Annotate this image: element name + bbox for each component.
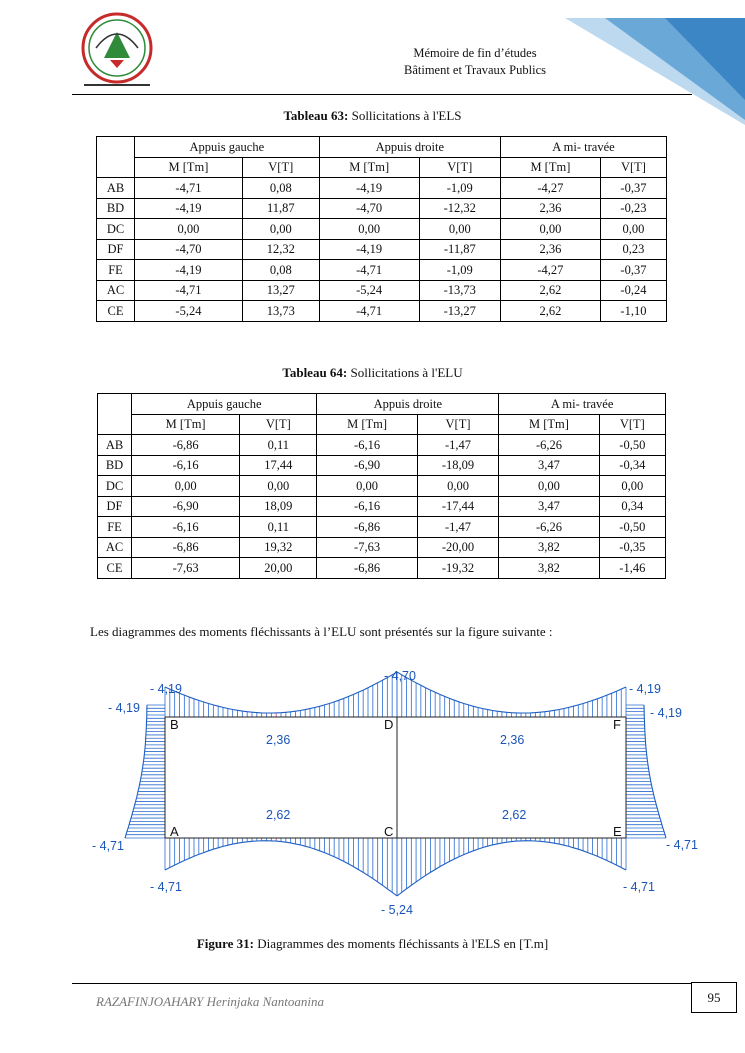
table-cell: -6,26 <box>499 435 599 456</box>
table-cell: 0,00 <box>600 219 666 240</box>
table-cell: 0,00 <box>132 476 240 497</box>
table-cell: AC <box>97 280 135 301</box>
moment-curves <box>125 672 666 896</box>
value-bottom-right-beam: - 4,71 <box>623 880 655 894</box>
value-right-col-top: - 4,19 <box>650 706 682 720</box>
table-64 <box>97 393 666 579</box>
table-subheader: V[T] <box>417 414 499 435</box>
table-cell: 18,09 <box>240 496 317 517</box>
table-cell: -6,90 <box>317 455 417 476</box>
table-cell: -4,19 <box>319 239 419 260</box>
table-cell: -4,19 <box>135 198 243 219</box>
table-cell: -4,19 <box>135 260 243 281</box>
table-cell: -0,50 <box>599 517 665 538</box>
node-label-e: E <box>613 824 622 839</box>
table-cell: -1,46 <box>599 558 665 579</box>
table-cell: -4,27 <box>500 260 600 281</box>
table-cell: AB <box>98 435 132 456</box>
table-subheader-row <box>97 157 667 178</box>
value-top-center: - 4,70 <box>384 669 416 683</box>
figure-caption <box>0 936 745 952</box>
table-subheader: M [Tm] <box>319 157 419 178</box>
table-group-header: Appuis droite <box>317 394 499 415</box>
table-cell: 0,00 <box>419 219 500 240</box>
table-cell: -0,50 <box>599 435 665 456</box>
table-cell: DF <box>97 239 135 260</box>
table-cell: DF <box>98 496 132 517</box>
table-subheader: M [Tm] <box>499 414 599 435</box>
table-cell: -7,63 <box>132 558 240 579</box>
table-group-header: A mi- travée <box>499 394 666 415</box>
table-cell: 0,00 <box>317 476 417 497</box>
table-cell: 3,47 <box>499 496 599 517</box>
body-paragraph: Les diagrammes des moments fléchissants à l’ELU sont présentés sur la figure suivante : <box>90 624 553 639</box>
table-subheader: M [Tm] <box>135 157 243 178</box>
value-bottom-left-beam: - 4,71 <box>150 880 182 894</box>
table-cell: -6,86 <box>317 517 417 538</box>
table-cell: 17,44 <box>240 455 317 476</box>
table-cell: -6,86 <box>132 537 240 558</box>
table-cell: 0,00 <box>135 219 243 240</box>
table-cell: FE <box>98 517 132 538</box>
table-cell: -5,24 <box>135 301 243 322</box>
moment-diagram <box>88 660 708 922</box>
table-cell: BD <box>98 455 132 476</box>
value-bottom-right-mid: 2,62 <box>502 808 527 822</box>
table-cell: -6,16 <box>317 435 417 456</box>
table-row <box>97 219 667 240</box>
page-number: 95 <box>691 982 737 1013</box>
table-cell: 0,23 <box>600 239 666 260</box>
table-cell: 0,00 <box>500 219 600 240</box>
table-cell: -4,71 <box>135 280 243 301</box>
table-cell: 2,36 <box>500 198 600 219</box>
table-row <box>98 496 666 517</box>
table-subheader: M [Tm] <box>132 414 240 435</box>
value-left-col-bottom: - 4,71 <box>92 839 124 853</box>
school-logo <box>76 10 158 92</box>
table-cell: DC <box>98 476 132 497</box>
value-top-left-mid: 2,36 <box>266 733 291 747</box>
table-row <box>98 558 666 579</box>
table-cell: -1,47 <box>417 517 499 538</box>
table-corner-cell <box>97 137 135 178</box>
table-cell: -6,90 <box>132 496 240 517</box>
table-cell: CE <box>98 558 132 579</box>
table-row <box>97 280 667 301</box>
table-cell: 11,87 <box>242 198 319 219</box>
table-cell: 0,00 <box>499 476 599 497</box>
table-row <box>97 301 667 322</box>
table-cell: -4,27 <box>500 178 600 199</box>
table-cell: -4,70 <box>319 198 419 219</box>
table-cell: -4,71 <box>319 260 419 281</box>
table-row <box>97 260 667 281</box>
table-cell: 13,27 <box>242 280 319 301</box>
header-title <box>375 45 575 79</box>
table-cell: -12,32 <box>419 198 500 219</box>
table-cell: 0,08 <box>242 178 319 199</box>
table-cell: -0,35 <box>599 537 665 558</box>
table-row <box>98 476 666 497</box>
table64-caption <box>0 365 745 381</box>
table-subheader: V[T] <box>419 157 500 178</box>
value-bottom-center: - 5,24 <box>381 903 413 917</box>
table-cell: 2,62 <box>500 301 600 322</box>
table63-caption-label: Tableau 63: <box>283 108 349 123</box>
table-cell: -6,86 <box>317 558 417 579</box>
table-cell: -5,24 <box>319 280 419 301</box>
table-cell: 0,11 <box>240 435 317 456</box>
table-cell: -19,32 <box>417 558 499 579</box>
table-cell: 2,62 <box>500 280 600 301</box>
table-cell: -1,09 <box>419 178 500 199</box>
table-group-header: A mi- travée <box>500 137 666 158</box>
node-label-a: A <box>170 824 179 839</box>
table-cell: 3,47 <box>499 455 599 476</box>
table-cell: -6,16 <box>317 496 417 517</box>
table-cell: 0,00 <box>417 476 499 497</box>
table-cell: -0,34 <box>599 455 665 476</box>
table-cell: -20,00 <box>417 537 499 558</box>
table-cell: -4,71 <box>319 301 419 322</box>
table-cell: AC <box>98 537 132 558</box>
value-left-col-top: - 4,19 <box>108 701 140 715</box>
node-label-f: F <box>613 717 621 732</box>
table-row <box>98 435 666 456</box>
table-cell: -1,47 <box>417 435 499 456</box>
table-subheader: V[T] <box>599 414 665 435</box>
table-cell: 3,82 <box>499 558 599 579</box>
table63-caption <box>0 108 745 124</box>
table-header-row <box>97 137 667 158</box>
value-top-left-beam: - 4,19 <box>150 682 182 696</box>
table-cell: 13,73 <box>242 301 319 322</box>
footer-author: RAZAFINJOAHARY Herinjaka Nantoanina <box>96 994 324 1009</box>
table-cell: -13,73 <box>419 280 500 301</box>
table-cell: 0,00 <box>599 476 665 497</box>
node-label-c: C <box>384 824 394 839</box>
table64-caption-label: Tableau 64: <box>282 365 348 380</box>
value-right-col-bottom: - 4,71 <box>666 838 698 852</box>
table-cell: 2,36 <box>500 239 600 260</box>
table-cell: -1,09 <box>419 260 500 281</box>
table-cell: -18,09 <box>417 455 499 476</box>
table-header-row <box>98 394 666 415</box>
frame-outline <box>165 717 626 838</box>
footer-rule <box>72 983 692 984</box>
table-cell: 0,08 <box>242 260 319 281</box>
table-cell: -0,37 <box>600 178 666 199</box>
table-cell: -0,37 <box>600 260 666 281</box>
table-cell: -6,86 <box>132 435 240 456</box>
table-cell: -6,16 <box>132 455 240 476</box>
table-63 <box>96 136 667 322</box>
table-cell: 0,34 <box>599 496 665 517</box>
table-row <box>97 178 667 199</box>
table-row <box>98 517 666 538</box>
table-cell: -11,87 <box>419 239 500 260</box>
diagram-hatching <box>125 672 666 896</box>
table-cell: FE <box>97 260 135 281</box>
value-top-right-mid: 2,36 <box>500 733 525 747</box>
table-subheader: V[T] <box>242 157 319 178</box>
table-cell: -1,10 <box>600 301 666 322</box>
table-cell: 0,11 <box>240 517 317 538</box>
table-row <box>98 537 666 558</box>
table-cell: -4,70 <box>135 239 243 260</box>
table-cell: -0,23 <box>600 198 666 219</box>
table-subheader: M [Tm] <box>317 414 417 435</box>
table64-caption-text: Sollicitations à l'ELU <box>347 365 463 380</box>
table-cell: 20,00 <box>240 558 317 579</box>
table-row <box>98 455 666 476</box>
table-group-header: Appuis gauche <box>135 137 320 158</box>
table-subheader: V[T] <box>600 157 666 178</box>
table-subheader-row <box>98 414 666 435</box>
figure-caption-label: Figure 31: <box>196 936 254 951</box>
table-subheader: V[T] <box>240 414 317 435</box>
table-cell: -4,71 <box>135 178 243 199</box>
table-group-header: Appuis droite <box>319 137 500 158</box>
table-group-header: Appuis gauche <box>132 394 317 415</box>
table-cell: BD <box>97 198 135 219</box>
table-cell: 0,00 <box>242 219 319 240</box>
table-cell: 3,82 <box>499 537 599 558</box>
table-cell: -13,27 <box>419 301 500 322</box>
table-cell: -6,16 <box>132 517 240 538</box>
value-top-right-beam: - 4,19 <box>629 682 661 696</box>
figure-caption-text: Diagrammes des moments fléchissants à l'ELS en [T.m] <box>254 936 549 951</box>
table-cell: 0,00 <box>319 219 419 240</box>
value-bottom-left-mid: 2,62 <box>266 808 291 822</box>
table-subheader: M [Tm] <box>500 157 600 178</box>
table63-caption-text: Sollicitations à l'ELS <box>348 108 462 123</box>
table-cell: -6,26 <box>499 517 599 538</box>
table-cell: DC <box>97 219 135 240</box>
table-cell: 19,32 <box>240 537 317 558</box>
header-line-2: Bâtiment et Travaux Publics <box>403 63 546 77</box>
table-row <box>97 198 667 219</box>
header-line-1: Mémoire de fin d’études <box>413 46 537 60</box>
table-cell: -4,19 <box>319 178 419 199</box>
table-cell: -17,44 <box>417 496 499 517</box>
table-cell: 12,32 <box>242 239 319 260</box>
table-corner-cell <box>98 394 132 435</box>
table-cell: CE <box>97 301 135 322</box>
table-cell: -7,63 <box>317 537 417 558</box>
table-cell: -0,24 <box>600 280 666 301</box>
corner-decoration <box>565 0 745 125</box>
node-label-b: B <box>170 717 179 732</box>
table-cell: 0,00 <box>240 476 317 497</box>
node-labels <box>170 717 622 839</box>
node-label-d: D <box>384 717 394 732</box>
table-cell: AB <box>97 178 135 199</box>
table-row <box>97 239 667 260</box>
